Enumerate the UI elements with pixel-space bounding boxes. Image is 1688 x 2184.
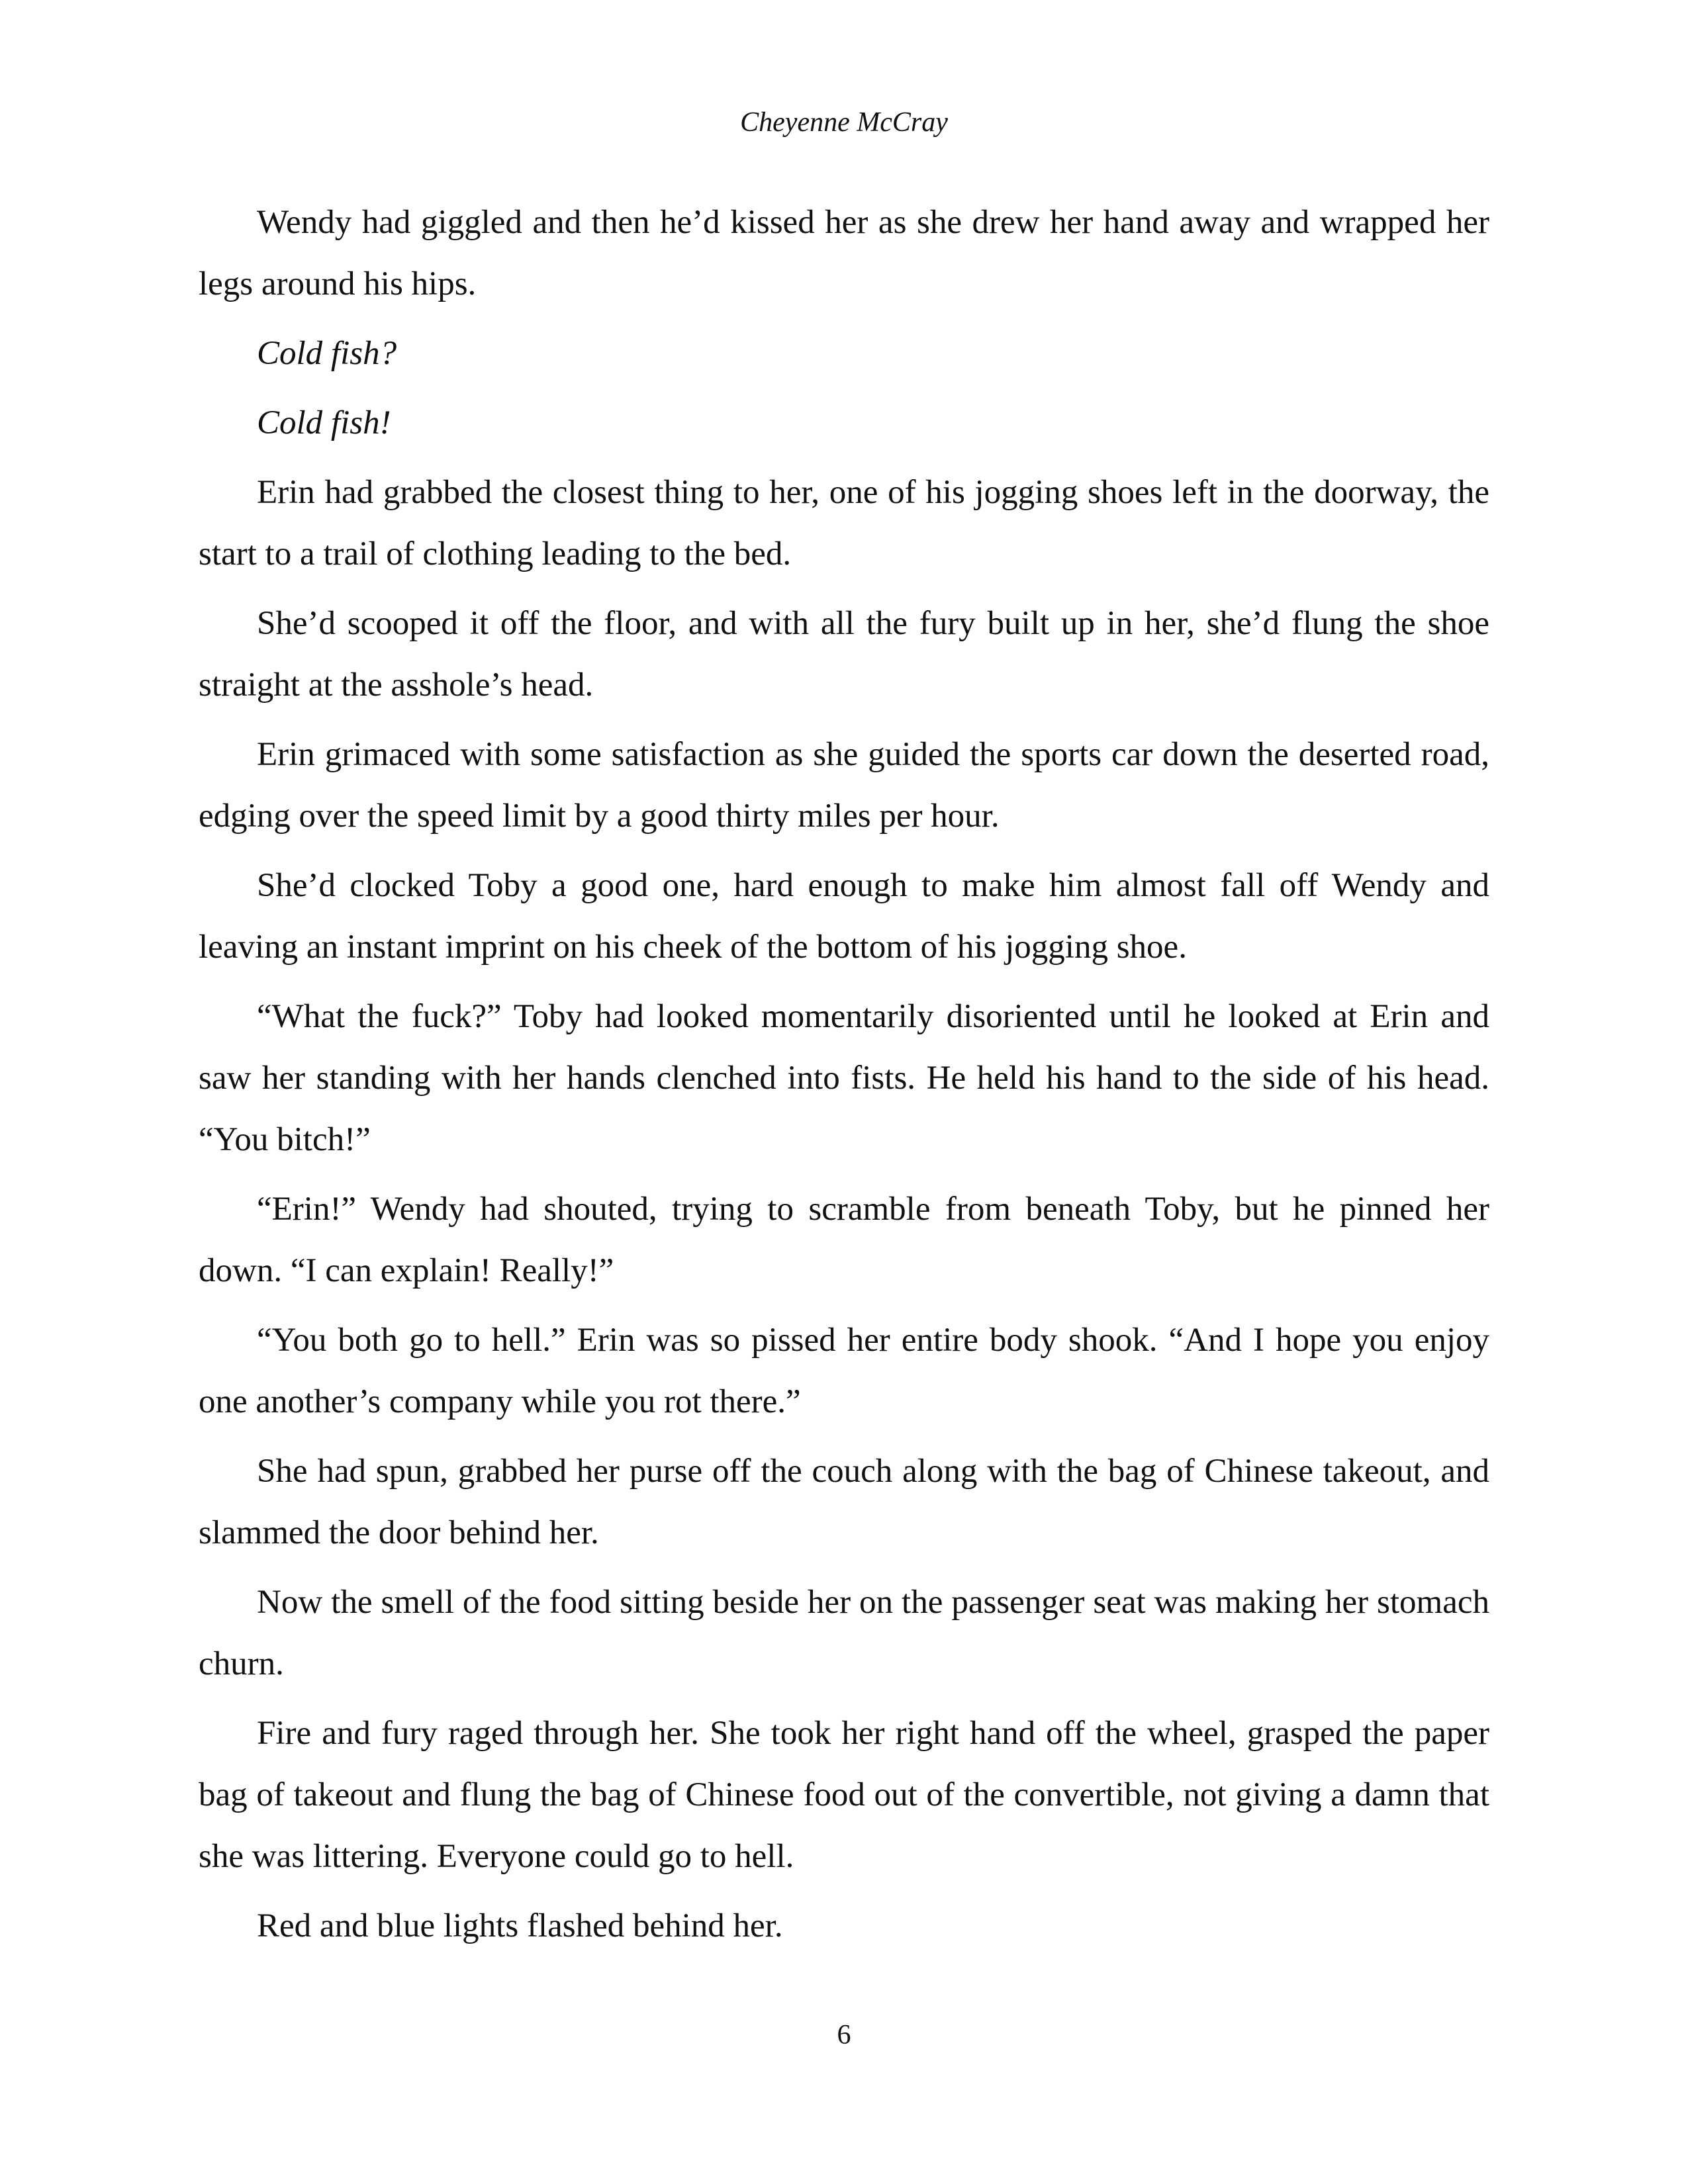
page-body (199, 192, 1489, 1965)
paragraph: Now the smell of the food sitting beside her on the passenger seat was making her stomach churn. (199, 1584, 1489, 1682)
paragraph: She had spun, grabbed her purse off the couch along with the bag of Chinese takeout, and slammed the door behind her. (199, 1453, 1489, 1551)
paragraph: “What the fuck?” Toby had looked momentarily disoriented until he looked at Erin and saw her standing with her hands clenched into fists. He held his hand to the side of his head. “You bitch!” (199, 998, 1489, 1158)
paragraph: She’d scooped it off the floor, and with all the fury built up in her, she’d flung the shoe straight at the asshole’s head. (199, 605, 1489, 704)
paragraph: Fire and fury raged through her. She took her right hand off the wheel, grasped the paper bag of takeout and flung the bag of Chinese food out of the convertible, not giving a damn that she was littering. Everyone could go to hell. (199, 1715, 1489, 1875)
running-header-author: Cheyenne McCray (740, 107, 948, 138)
page-number: 6 (837, 2020, 851, 2050)
paragraph: Wendy had giggled and then he’d kissed her as she drew her hand away and wrapped her legs around his hips. (199, 204, 1489, 302)
italic-paragraph: Cold fish? (257, 335, 397, 372)
paragraph: Erin grimaced with some satisfaction as she guided the sports car down the deserted road, edging over the speed limit by a good thirty miles per hour. (199, 736, 1489, 835)
paragraph: She’d clocked Toby a good one, hard enough to make him almost fall off Wendy and leaving an instant imprint on his cheek of the bottom of his jogging shoe. (199, 867, 1489, 966)
paragraph: “You both go to hell.” Erin was so pissed her entire body shook. “And I hope you enjoy one another’s company while you rot there.” (199, 1322, 1489, 1420)
paragraph: Red and blue lights flashed behind her. (257, 1907, 783, 1944)
paragraph: Erin had grabbed the closest thing to her, one of his jogging shoes left in the doorway, the start to a trail of clothing leading to the bed. (199, 474, 1489, 572)
paragraph: “Erin!” Wendy had shouted, trying to scramble from beneath Toby, but he pinned her down. “I can explain! Really!” (199, 1191, 1489, 1289)
italic-paragraph: Cold fish! (257, 404, 391, 441)
